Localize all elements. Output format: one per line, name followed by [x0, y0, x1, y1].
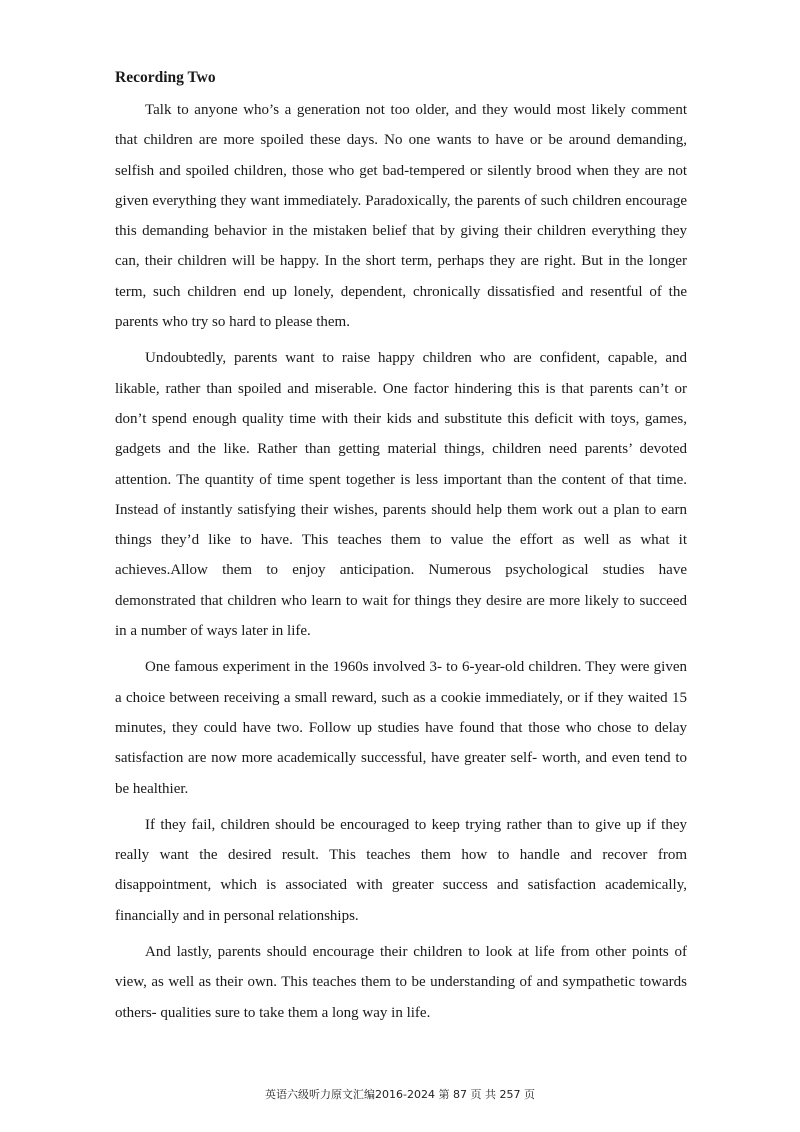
paragraph-4: If they fail, children should be encouraged to keep trying rather than to give up if they really want the desired result. This teaches them how to handle and recover from disappointment, which is associated with greater success and satisfaction academically, financially and in personal relationships. — [115, 816, 687, 924]
document-body — [115, 66, 687, 1034]
paragraph-2: Undoubtedly, parents want to raise happy children who are confident, capable, and likable, rather than spoiled and miserable. One factor hindering this is that parents can’t or don’t spend enough quality time with their kids and substitute this deficit with toys, games, gadgets and the like. Rather than getting material things, children need parents’ devoted attention. The quantity of time spent together is less important than the content of that time. Instead of instantly satisfying their wishes, parents should help them work out a plan to earn things they’d like to have. This teaches them to value the effort as well as what it achieves.Allow them to enjoy anticipation. Numerous psychological studies have demonstrated that children who learn to wait for things they desire are more likely to succeed in a number of ways later in life. — [115, 350, 687, 640]
paragraph-1: Talk to anyone who’s a generation not too older, and they would most likely comment that children are more spoiled these days. No one wants to have or be around demanding, selfish and spoiled children, those who get bad-tempered or silently brood when they are not given everything they want immediately. Paradoxically, the parents of such children encourage this demanding behavior in the mistaken belief that by giving their children everything they can, their children will be happy. In the short term, perhaps they are right. But in the longer term, such children end up lonely, dependent, chronically dissatisfied and resentful of the parents who try so hard to please them. — [115, 102, 687, 331]
paragraph-5: And lastly, parents should encourage their children to look at life from other points of view, as well as their own. This teaches them to be understanding of and sympathetic towards others- qualities sure to take them a long way in life. — [115, 944, 687, 1021]
section-heading: Recording Two — [115, 69, 216, 86]
paragraph-3: One famous experiment in the 1960s involved 3- to 6-year-old children. They were given a choice between receiving a small reward, such as a cookie immediately, or if they waited 15 minutes, they could have two. Follow up studies have found that those who chose to delay satisfaction are now more academically successful, have greater self- worth, and even tend to be healthier. — [115, 659, 687, 797]
page-footer: 英语六级听力原文汇编2016-2024 第 87 页 共 257 页 — [265, 1088, 535, 1101]
